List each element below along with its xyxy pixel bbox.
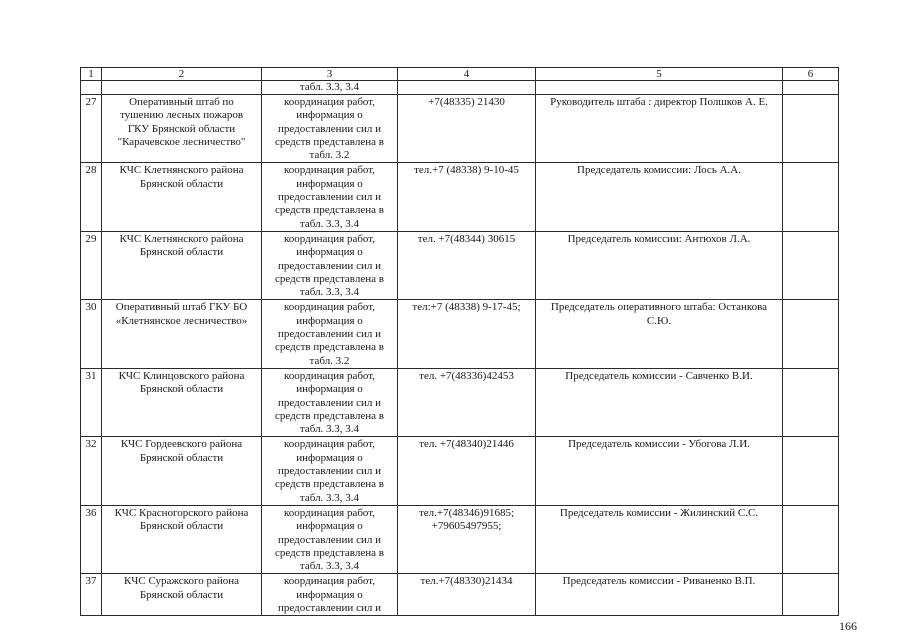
organization-line: Оперативный штаб ГКУ БО bbox=[115, 301, 248, 314]
phone-line: тел:+7 (48338) 9-17-45; bbox=[412, 301, 521, 314]
phone-cell bbox=[398, 163, 536, 231]
notes-cell bbox=[783, 437, 839, 505]
organization-line: тушению лесных пожаров bbox=[119, 109, 244, 122]
function-cell bbox=[262, 95, 398, 163]
function-line: предоставлении сил и bbox=[278, 533, 381, 546]
function-line: информация о bbox=[296, 109, 363, 122]
chairman-line: Председатель комиссии - Савченко В.И. bbox=[565, 369, 753, 382]
phone-line: тел. +7(48340)21446 bbox=[419, 438, 514, 451]
organization-line: КЧС Клетнянского района bbox=[119, 232, 244, 245]
column-header-4: 4 bbox=[398, 68, 536, 81]
function-line: информация о bbox=[296, 246, 363, 259]
continuation-phone-cell bbox=[398, 81, 536, 95]
organization-line: «Клетнянское лесничество» bbox=[115, 314, 248, 327]
function-cell bbox=[262, 437, 398, 505]
notes-cell bbox=[783, 95, 839, 163]
function-line: средств представлена в bbox=[275, 272, 384, 285]
notes-cell bbox=[783, 231, 839, 299]
function-line: координация работ, bbox=[283, 164, 376, 177]
row-number-cell: 31 bbox=[81, 368, 102, 436]
phone-cell bbox=[398, 95, 536, 163]
function-cell bbox=[262, 505, 398, 573]
phone-cell bbox=[398, 231, 536, 299]
function-line: средств представлена в bbox=[275, 135, 384, 148]
chairman-cell bbox=[536, 300, 783, 368]
phone-line: тел. +7(48344) 30615 bbox=[417, 232, 516, 245]
table-row bbox=[81, 505, 839, 573]
phone-cell bbox=[398, 437, 536, 505]
function-line: табл. 3.3, 3.4 bbox=[299, 286, 360, 299]
notes-cell bbox=[783, 505, 839, 573]
table-row bbox=[81, 437, 839, 505]
organization-cell bbox=[102, 231, 262, 299]
row-number-cell: 27 bbox=[81, 95, 102, 163]
row-number-cell: 32 bbox=[81, 437, 102, 505]
document-page bbox=[80, 67, 838, 616]
function-cell bbox=[262, 368, 398, 436]
phone-cell bbox=[398, 505, 536, 573]
table-header bbox=[81, 68, 839, 81]
chairman-cell bbox=[536, 574, 783, 616]
function-line: предоставлении сил и bbox=[278, 191, 381, 204]
table-row bbox=[81, 95, 839, 163]
function-line: координация работ, bbox=[283, 575, 376, 588]
function-line: координация работ, bbox=[283, 96, 376, 108]
function-line: табл. 3.3, 3.4 bbox=[299, 560, 360, 573]
chairman-cell bbox=[536, 231, 783, 299]
organization-cell bbox=[102, 574, 262, 616]
chairman-line: С.Ю. bbox=[646, 314, 672, 327]
chairman-line: Руководитель штаба : директор Полшков А. Е. bbox=[550, 96, 768, 108]
function-line: средств представлена в bbox=[275, 204, 384, 217]
phone-line: тел.+7(48346)91685; bbox=[418, 506, 514, 519]
function-line: информация о bbox=[296, 588, 363, 601]
table-row bbox=[81, 231, 839, 299]
function-line: табл. 3.3, 3.4 bbox=[299, 217, 360, 230]
row-number-cell: 30 bbox=[81, 300, 102, 368]
column-header-5: 5 bbox=[536, 68, 783, 81]
chairman-line: Председатель оперативного штаба: Останкова bbox=[550, 301, 768, 314]
row-number-cell: 28 bbox=[81, 163, 102, 231]
notes-cell bbox=[783, 368, 839, 436]
phone-cell bbox=[398, 300, 536, 368]
chairman-cell bbox=[536, 368, 783, 436]
function-line: средств представлена в bbox=[275, 478, 384, 491]
function-line: координация работ, bbox=[283, 369, 376, 382]
chairman-line: Председатель комиссии - Убогова Л.И. bbox=[568, 438, 750, 451]
function-line: координация работ, bbox=[283, 301, 376, 314]
organization-line: ГКУ Брянской области bbox=[127, 122, 236, 135]
organization-line: КЧС Суражского района bbox=[124, 575, 239, 588]
phone-cell bbox=[398, 574, 536, 616]
chairman-cell bbox=[536, 437, 783, 505]
function-line: предоставлении сил и bbox=[278, 122, 381, 135]
function-line: информация о bbox=[296, 520, 363, 533]
organization-line: Брянской области bbox=[139, 177, 224, 190]
notes-cell bbox=[783, 163, 839, 231]
organization-cell bbox=[102, 437, 262, 505]
function-line: табл. 3.3, 3.4 bbox=[299, 423, 360, 436]
row-number-cell: 36 bbox=[81, 505, 102, 573]
row-number-cell: 29 bbox=[81, 231, 102, 299]
organization-line: КЧС Гордеевского района bbox=[120, 438, 243, 451]
organization-line: КЧС Красногорского района bbox=[114, 506, 249, 519]
table-body bbox=[81, 81, 839, 616]
notes-cell bbox=[783, 574, 839, 616]
function-line: информация о bbox=[296, 451, 363, 464]
column-header-6: 6 bbox=[783, 68, 839, 81]
table-row bbox=[81, 574, 839, 616]
table-row bbox=[81, 368, 839, 436]
page-number: 166 bbox=[839, 619, 857, 633]
function-line: предоставлении сил и bbox=[278, 328, 381, 341]
organization-cell bbox=[102, 368, 262, 436]
phone-line: тел.+7(48330)21434 bbox=[420, 575, 513, 588]
function-line: табл. 3.3, 3.4 bbox=[299, 491, 360, 504]
chairman-line: Председатель комиссии: Лось А.А. bbox=[577, 164, 741, 177]
function-line: предоставлении сил и bbox=[278, 601, 381, 614]
table-row bbox=[81, 300, 839, 368]
chairman-line: Председатель комиссии: Антюхов Л.А. bbox=[567, 232, 751, 245]
organization-line: Брянской области bbox=[139, 383, 224, 396]
function-line: средств представлена в bbox=[275, 546, 384, 559]
chairman-cell bbox=[536, 163, 783, 231]
organization-line: Брянской области bbox=[139, 451, 224, 464]
continuation-num-cell bbox=[81, 81, 102, 95]
organization-cell bbox=[102, 95, 262, 163]
function-cell bbox=[262, 574, 398, 616]
header-row bbox=[81, 68, 839, 81]
organization-cell bbox=[102, 505, 262, 573]
function-line: координация работ, bbox=[283, 506, 376, 519]
column-header-3: 3 bbox=[262, 68, 398, 81]
function-line: координация работ, bbox=[283, 232, 376, 245]
column-header-1: 1 bbox=[81, 68, 102, 81]
continuation-extra-cell bbox=[783, 81, 839, 95]
phone-line: тел. +7(48336)42453 bbox=[419, 369, 514, 382]
organization-cell bbox=[102, 163, 262, 231]
function-line: средств представлена в bbox=[275, 409, 384, 422]
column-header-2: 2 bbox=[102, 68, 262, 81]
chairman-line: Председатель комиссии - Жилинский С.С. bbox=[559, 506, 759, 519]
chairman-line: Председатель комиссии - Риваненко В.П. bbox=[562, 575, 756, 588]
organization-line: Брянской области bbox=[139, 520, 224, 533]
organization-line: КЧС Клетнянского района bbox=[119, 164, 244, 177]
contacts-table bbox=[80, 67, 839, 616]
row-number-cell: 37 bbox=[81, 574, 102, 616]
organization-cell bbox=[102, 300, 262, 368]
phone-cell bbox=[398, 368, 536, 436]
table-row bbox=[81, 163, 839, 231]
function-cell bbox=[262, 163, 398, 231]
function-line: предоставлении сил и bbox=[278, 259, 381, 272]
organization-line: КЧС Клинцовского района bbox=[118, 369, 245, 382]
function-line: средств представлена в bbox=[275, 341, 384, 354]
continuation-row bbox=[81, 81, 839, 95]
chairman-cell bbox=[536, 95, 783, 163]
function-line: предоставлении сил и bbox=[278, 396, 381, 409]
function-line: табл. 3.2 bbox=[309, 354, 350, 367]
chairman-cell bbox=[536, 505, 783, 573]
function-line: информация о bbox=[296, 383, 363, 396]
function-line: информация о bbox=[296, 314, 363, 327]
function-cell bbox=[262, 231, 398, 299]
continuation-chairman-cell bbox=[536, 81, 783, 95]
function-cell bbox=[262, 300, 398, 368]
notes-cell bbox=[783, 300, 839, 368]
function-line: информация о bbox=[296, 177, 363, 190]
continuation-info-cell: табл. 3.3, 3.4 bbox=[262, 81, 398, 95]
function-line: координация работ, bbox=[283, 438, 376, 451]
phone-line: тел.+7 (48338) 9-10-45 bbox=[414, 164, 519, 177]
organization-line: "Карачевское лесничество" bbox=[117, 135, 246, 148]
organization-line: Оперативный штаб по bbox=[129, 96, 234, 108]
continuation-name-cell bbox=[102, 81, 262, 95]
function-line: предоставлении сил и bbox=[278, 465, 381, 478]
phone-line: +7(48335) 21430 bbox=[428, 96, 505, 108]
organization-line: Брянской области bbox=[139, 246, 224, 259]
function-line: табл. 3.2 bbox=[309, 149, 350, 162]
organization-line: Брянской области bbox=[139, 588, 224, 601]
phone-line: +79605497955; bbox=[431, 520, 502, 533]
